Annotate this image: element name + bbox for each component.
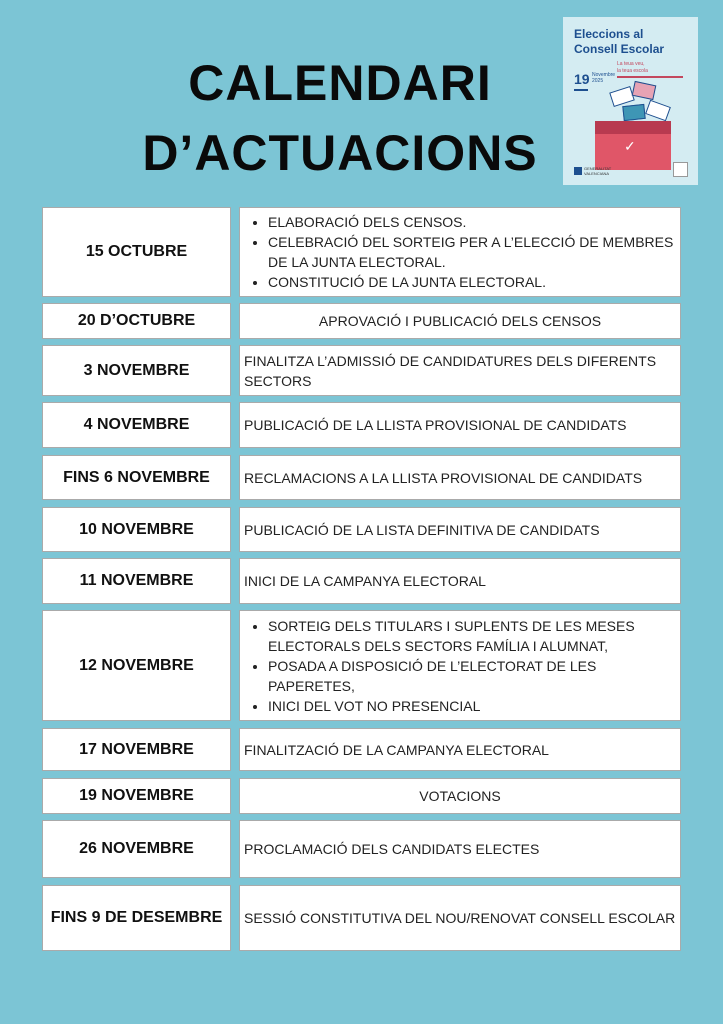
poster-year: 2025 — [592, 78, 604, 84]
ballot-slip-icon — [622, 104, 645, 121]
row-description: SESSIÓ CONSTITUTIVA DEL NOU/RENOVAT CONSELL ESCOLAR — [239, 885, 681, 951]
poster-heading-line-1: Eleccions al — [574, 27, 644, 41]
calendar-row — [42, 558, 681, 604]
row-description: PUBLICACIÓ DE LA LLISTA PROVISIONAL DE CANDIDATS — [239, 402, 681, 448]
poster-tagline-underline — [617, 76, 683, 78]
row-date: 12 NOVEMBRE — [42, 610, 231, 721]
calendar-row — [42, 345, 681, 396]
description-list — [244, 616, 676, 716]
ballot-slip-icon — [632, 81, 657, 100]
row-description: FINALITZACIÓ DE LA CAMPANYA ELECTORAL — [239, 728, 681, 771]
calendar-row — [42, 507, 681, 552]
poster-date-underline — [574, 89, 588, 91]
poster-month: Novembre — [592, 72, 616, 78]
row-date: 10 NOVEMBRE — [42, 507, 231, 552]
ballot-slip-icon — [609, 86, 635, 107]
poster-day: 19 — [574, 71, 590, 87]
calendar-row — [42, 728, 681, 771]
row-date: 20 D’OCTUBRE — [42, 303, 231, 339]
checkmark-icon: ✓ — [624, 138, 636, 154]
row-date: FINS 9 DE DESEMBRE — [42, 885, 231, 951]
row-description: INICI DE LA CAMPANYA ELECTORAL — [239, 558, 681, 604]
poster-tagline — [617, 61, 648, 75]
row-date: 17 NOVEMBRE — [42, 728, 231, 771]
ballot-slip-icon — [645, 100, 671, 122]
row-description: VOTACIONS — [239, 778, 681, 814]
logo-text — [584, 166, 611, 176]
row-description: PROCLAMACIÓ DELS CANDIDATS ELECTES — [239, 820, 681, 878]
row-description: RECLAMACIONS A LA LLISTA PROVISIONAL DE CANDIDATS — [239, 455, 681, 500]
ballot-box-lid — [595, 121, 671, 135]
poster-tagline-line-1: La teua veu, — [617, 61, 645, 67]
calendar-row — [42, 885, 681, 951]
calendar-row — [42, 455, 681, 500]
list-item: • CONSTITUCIÓ DE LA JUNTA ELECTORAL. — [268, 272, 676, 292]
list-item: • ELABORACIÓ DELS CENSOS. — [268, 212, 676, 232]
calendar-row — [42, 820, 681, 878]
row-date: 19 NOVEMBRE — [42, 778, 231, 814]
generalitat-logo-icon — [574, 167, 582, 175]
poster-heading-line-2: Consell Escolar — [574, 42, 665, 56]
qr-code-icon — [673, 162, 688, 177]
calendar-row — [42, 610, 681, 721]
row-description — [239, 207, 681, 297]
row-description — [239, 610, 681, 721]
list-item: • INICI DEL VOT NO PRESENCIAL — [268, 696, 676, 716]
calendar-row — [42, 778, 681, 814]
row-date: 11 NOVEMBRE — [42, 558, 231, 604]
row-date: 26 NOVEMBRE — [42, 820, 231, 878]
logo-text-line-1: GENERALITAT — [584, 166, 612, 171]
row-date: FINS 6 NOVEMBRE — [42, 455, 231, 500]
row-description: APROVACIÓ I PUBLICACIÓ DELS CENSOS — [239, 303, 681, 339]
row-description: PUBLICACIÓ DE LA LISTA DEFINITIVA DE CANDIDATS — [239, 507, 681, 552]
calendar-row — [42, 303, 681, 339]
election-poster-image — [563, 17, 698, 185]
poster-heading — [574, 27, 664, 57]
poster-tagline-line-2: la teua escola — [617, 68, 648, 74]
poster-date-details — [592, 72, 615, 84]
list-item: • POSADA A DISPOSICIÓ DE L’ELECTORAT DE LES PAPERETES, — [268, 656, 676, 696]
page-title-line-2: D’ACTUACIONS — [142, 125, 538, 181]
list-item: • SORTEIG DELS TITULARS I SUPLENTS DE LES MESES ELECTORALS DELS SECTORS FAMÍLIA I ALUMNAT, — [268, 616, 676, 656]
calendar-row — [42, 402, 681, 448]
row-date: 4 NOVEMBRE — [42, 402, 231, 448]
calendar-row — [42, 207, 681, 297]
row-date: 15 OCTUBRE — [42, 207, 231, 297]
description-list — [244, 212, 676, 292]
logo-text-line-2: VALENCIANA — [584, 171, 610, 176]
list-item: • CELEBRACIÓ DEL SORTEIG PER A L’ELECCIÓ DE MEMBRES DE LA JUNTA ELECTORAL. — [268, 232, 676, 272]
row-date: 3 NOVEMBRE — [42, 345, 231, 396]
row-description: FINALITZA L’ADMISSIÓ DE CANDIDATURES DELS DIFERENTS SECTORS — [239, 345, 681, 396]
page-title-line-1: CALENDARI — [188, 55, 492, 111]
